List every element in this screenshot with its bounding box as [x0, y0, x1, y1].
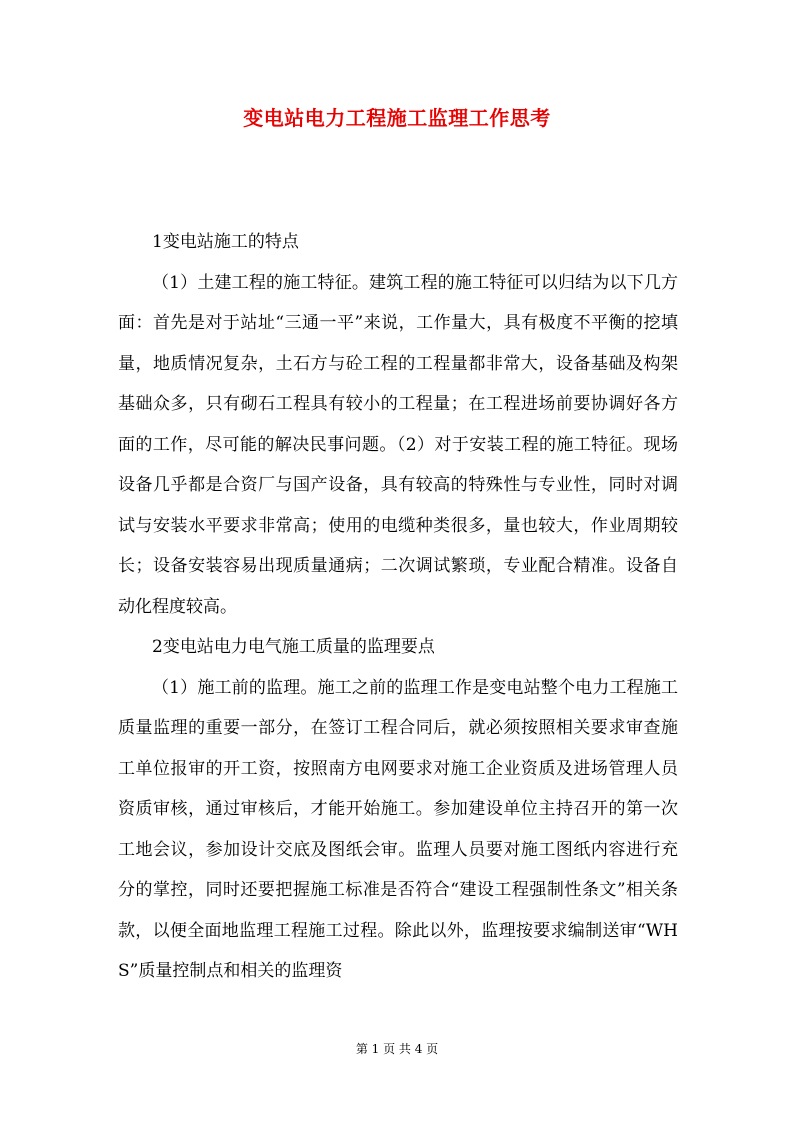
- document-body: [118, 222, 678, 992]
- page-number-footer: 第 1 页 共 4 页: [355, 1042, 439, 1056]
- document-title: 变电站电力工程施工监理工作思考: [243, 106, 551, 130]
- section-heading-2: 2变电站电力电气施工质量的监理要点: [152, 637, 435, 657]
- section-heading-1: 1变电站施工的特点: [152, 232, 299, 252]
- paragraph-1: （1）土建工程的施工特征。建筑工程的施工特征可以归结为以下几方面：首先是对于站址“三通一平”来说，工作量大，具有极度不平衡的挖填量，地质情况复杂，土石方与砼工程的工程量都非常大，设备基础及构架基础众多，只有砌石工程具有较小的工程量；在工程进场前要协调好各方面的工作，尽可能的解决民事问题。（2）对于安装工程的施工特征。现场设备几乎都是合资厂与国产设备，具有较高的特殊性与专业性，同时对调试与安装水平要求非常高；使用的电缆种类很多，量也较大，作业周期较长；设备安装容易出现质量通病；二次调试繁琐，专业配合精准。设备自动化程度较高。: [118, 272, 678, 617]
- paragraph-2: （1）施工前的监理。施工之前的监理工作是变电站整个电力工程施工质量监理的重要一部分，在签订工程合同后，就必须按照相关要求审查施工单位报审的开工资，按照南方电网要求对施工企业资质及进场管理人员资质审核，通过审核后，才能开始施工。参加建设单位主持召开的第一次工地会议，参加设计交底及图纸会审。监理人员要对施工图纸内容进行充分的掌控，同时还要把握施工标准是否符合“建设工程强制性条文”相关条款，以便全面地监理工程施工过程。除此以外，监理按要求编制送审“WHS”质量控制点和相关的监理资: [118, 677, 678, 981]
